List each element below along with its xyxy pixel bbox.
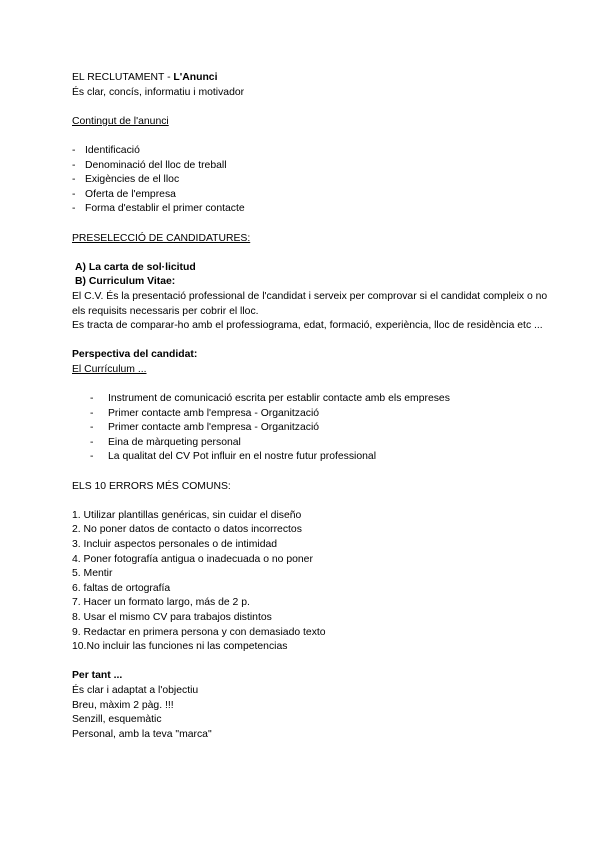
- list-item: - La qualitat del CV Pot influir en el nostre futur professional: [90, 451, 377, 463]
- list-item: 1. Utilizar plantillas genéricas, sin cuidar el diseño: [72, 509, 302, 521]
- conclusion-heading: Per tant ...: [72, 670, 123, 682]
- errors-list: [72, 509, 552, 655]
- list-item: 9. Redactar en primera persona y con demasiado texto: [72, 626, 326, 638]
- list-item: 7. Hacer un formato largo, más de 2 p.: [72, 597, 250, 609]
- list-item: - Forma d'establir el primer contacte: [72, 203, 245, 215]
- conclusion-line: Breu, màxim 2 pàg. !!!: [72, 699, 174, 711]
- list-item: 5. Mentir: [72, 568, 113, 580]
- content-list: [72, 144, 552, 217]
- preselection-heading: PRESELECCIÓ DE CANDIDATURES:: [72, 232, 251, 244]
- document-subtitle: És clar, concís, informatiu i motivador: [72, 86, 245, 98]
- conclusion-line: Senzill, esquemàtic: [72, 714, 162, 726]
- list-item: - Oferta de l'empresa: [72, 188, 176, 200]
- perspective-heading: Perspectiva del candidat:: [72, 349, 198, 361]
- document-title: EL RECLUTAMENT - L'Anunci: [72, 72, 218, 83]
- errors-heading: ELS 10 ERRORS MÉS COMUNS:: [72, 480, 231, 492]
- curriculum-list: [72, 392, 552, 465]
- list-item: - Instrument de comunicació escrita per establir contacte amb els empreses: [90, 393, 450, 405]
- section-a-heading: A) La carta de sol·licitud: [75, 261, 196, 273]
- list-item: 2. No poner datos de contacto o datos incorrectos: [72, 524, 302, 536]
- section-b-heading: B) Curriculum Vitae:: [75, 276, 176, 288]
- list-item: 8. Usar el mismo CV para trabajos distintos: [72, 611, 272, 623]
- list-item: 4. Poner fotografía antigua o inadecuada o no poner: [72, 553, 313, 565]
- conclusion-line: Personal, amb la teva "marca": [72, 728, 212, 740]
- list-item: - Eina de màrqueting personal: [90, 436, 241, 448]
- list-item: 6. faltas de ortografía: [72, 582, 171, 594]
- list-item: - Denominació del lloc de treball: [72, 159, 227, 171]
- list-item: - Identificació: [72, 144, 140, 156]
- list-item: - Primer contacte amb l'empresa - Organització: [90, 422, 320, 434]
- cv-paragraph-1: El C.V. És la presentació professional de l'candidat i serveix per comprovar si el candidat compleix o no els requisits necessaris per cobrir el lloc.: [72, 290, 548, 317]
- document-page: [72, 71, 552, 742]
- list-item: 10.No incluir las funciones ni las competencias: [72, 641, 288, 653]
- content-heading: Contingut de l'anunci: [72, 115, 169, 127]
- conclusion-line: És clar i adaptat a l'objectiu: [72, 684, 199, 696]
- list-item: 3. Incluir aspectos personales o de intimidad: [72, 539, 278, 550]
- list-item: - Primer contacte amb l'empresa - Organització: [90, 407, 320, 419]
- cv-paragraph-2: Es tracta de comparar-ho amb el professiograma, edat, formació, experiència, lloc de residència etc ...: [72, 320, 543, 332]
- list-item: - Exigències de el lloc: [72, 174, 180, 186]
- curriculum-heading: El Currículum ...: [72, 363, 147, 375]
